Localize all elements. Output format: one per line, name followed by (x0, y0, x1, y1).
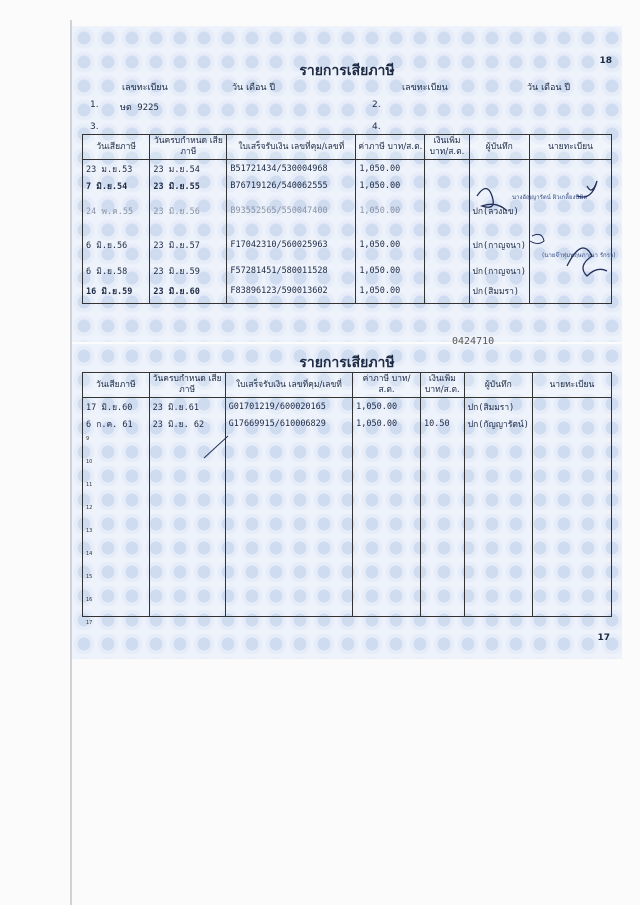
receipt-number (225, 455, 352, 478)
paid-date (83, 593, 150, 617)
recorder (464, 524, 532, 547)
tax-amount (353, 547, 421, 570)
row-number: 14 (86, 551, 93, 557)
extra-amount (420, 593, 464, 617)
reg-label-right: เลขทะเบียน (402, 83, 448, 93)
recorder (464, 547, 532, 570)
receipt-number: F83896123/590013602 (227, 279, 356, 304)
due-date: 23 มิ.ย.61 (149, 398, 225, 416)
recorder (464, 455, 532, 478)
table-row (83, 432, 612, 455)
paid-date: 6 มิ.ย.58 (83, 262, 150, 279)
extra-amount (420, 524, 464, 547)
recorder (464, 501, 532, 524)
extra-amount (425, 228, 469, 262)
col-recorder: ผู้บันทึก (469, 135, 530, 160)
tax-amount (353, 524, 421, 547)
tax-amount: 1,050.00 (353, 415, 421, 432)
receipt-number (225, 524, 352, 547)
tax-amount (353, 455, 421, 478)
extra-amount (420, 455, 464, 478)
col-paid-date: วันเสียภาษี (83, 373, 150, 398)
recorder: ปก(กัญญารัตน์) (464, 415, 532, 432)
due-date: 23 มิ.ย.55 (150, 177, 227, 194)
registrar (532, 570, 611, 593)
paid-date (83, 524, 150, 547)
paid-date: 16 มิ.ย.59 (83, 279, 150, 304)
extra-amount (420, 501, 464, 524)
recorder: ปก(ลวงแข) (469, 194, 530, 228)
col-tax: ค่าภาษี บาท/ส.ต. (353, 373, 421, 398)
recorder (464, 478, 532, 501)
recorder: ปก(สิมมรา) (469, 279, 530, 304)
handwritten-signatures (467, 176, 617, 286)
due-date: 23 มิ.ย.59 (150, 262, 227, 279)
tax-amount: 1,050.00 (356, 228, 425, 262)
reg-item-1-value: ษต 9225 (120, 103, 159, 113)
registrar (530, 160, 612, 178)
sheet-title: รายการเสียภาษี (299, 355, 395, 371)
reg-label-left: เลขทะเบียน (122, 83, 168, 93)
registrar (532, 593, 611, 617)
pen-stroke (202, 432, 232, 462)
receipt-number: B51721434/530004968 (227, 160, 356, 178)
col-due-date: วันครบกำหนด เสียภาษี (150, 135, 227, 160)
due-date (149, 593, 225, 617)
tax-amount (353, 570, 421, 593)
recorder (464, 432, 532, 455)
due-date: 23 ม.ย.54 (150, 160, 227, 178)
tax-amount: 1,050.00 (356, 279, 425, 304)
recorder (464, 593, 532, 617)
row-number: 13 (86, 528, 93, 534)
row-number: 17 (86, 620, 93, 626)
table-header (83, 373, 612, 398)
page-number: 18 (599, 56, 612, 66)
recorder (464, 570, 532, 593)
extra-amount (420, 547, 464, 570)
paid-date (83, 570, 150, 593)
paid-date: 17 มิ.ย.60 (83, 398, 150, 416)
page-number: 17 (597, 633, 610, 643)
receipt-number: F57281451/580011528 (227, 262, 356, 279)
row-number: 11 (86, 482, 93, 488)
receipt-number (225, 478, 352, 501)
registrar (532, 455, 611, 478)
table-row (83, 478, 612, 501)
receipt-number (225, 593, 352, 617)
col-registrar: นายทะเบียน (530, 135, 612, 160)
paid-date: 23 ม.ย.53 (83, 160, 150, 178)
due-date: 23 มิ.ย.60 (150, 279, 227, 304)
extra-amount (425, 177, 469, 194)
due-date (149, 478, 225, 501)
registrar (532, 478, 611, 501)
row-number: 16 (86, 597, 93, 603)
extra-amount: 10.50 (420, 415, 464, 432)
paid-date: 24 พ.ค.55 (83, 194, 150, 228)
receipt-number: G01701219/600020165 (225, 398, 352, 416)
registrar (532, 547, 611, 570)
table-row (83, 593, 612, 617)
document-code: 0424710 (452, 336, 495, 347)
row-number: 10 (86, 459, 93, 465)
reg-item-3-number: 3. (90, 122, 99, 132)
date-label-left: วัน เดือน ปี (232, 83, 276, 93)
table-row (83, 160, 612, 178)
col-receipt: ใบเสร็จรับเงิน เลขที่คุม/เลขที่ (227, 135, 356, 160)
row-number: 12 (86, 505, 93, 511)
table-row (83, 547, 612, 570)
receipt-number: B76719126/540062555 (227, 177, 356, 194)
recorder (469, 160, 530, 178)
tax-amount (353, 478, 421, 501)
paid-date (83, 478, 150, 501)
col-extra: เงินเพิ่ม บาท/ส.ต. (425, 135, 469, 160)
paid-date: 7 มิ.ย.54 (83, 177, 150, 194)
registrar (532, 501, 611, 524)
receipt-number (225, 570, 352, 593)
row-number: 15 (86, 574, 93, 580)
tax-amount: 1,050.00 (356, 160, 425, 178)
due-date (149, 570, 225, 593)
stamp-text-2: (นายจ๊าทุ่มพฤษภาณา รักรา) (542, 252, 616, 259)
due-date: 23 มิ.ย.57 (150, 228, 227, 262)
col-registrar: นายทะเบียน (532, 373, 611, 398)
tax-amount: 1,050.00 (356, 262, 425, 279)
tax-amount: 1,050.00 (356, 194, 425, 228)
table-header (83, 135, 612, 160)
table-row (83, 524, 612, 547)
col-receipt: ใบเสร็จรับเงิน เลขที่คุม/เลขที่ (225, 373, 352, 398)
extra-amount (425, 279, 469, 304)
registrar (532, 432, 611, 455)
tax-amount (353, 432, 421, 455)
tax-amount: 1,050.00 (353, 398, 421, 416)
reg-item-1-number: 1. (90, 100, 99, 110)
receipt-number: F17042310/560025963 (227, 228, 356, 262)
recorder: ปก(สิมมรา) (464, 398, 532, 416)
extra-amount (420, 432, 464, 455)
paid-date (83, 501, 150, 524)
due-date: 23 มิ.ย.56 (150, 194, 227, 228)
recorder: ปก(กาญจนา) (469, 262, 530, 279)
date-label-right: วัน เดือน ปี (527, 83, 571, 93)
paid-date (83, 455, 150, 478)
registrar (532, 524, 611, 547)
tax-table-2 (82, 372, 612, 617)
stamp-text: นางอัญญารัตน์ ผิวเกลี้ยงนิมิต (512, 194, 588, 201)
extra-amount (420, 570, 464, 593)
table-row (83, 570, 612, 593)
tax-amount (353, 501, 421, 524)
col-recorder: ผู้บันทึก (464, 373, 532, 398)
due-date (149, 501, 225, 524)
due-date (149, 547, 225, 570)
receipt-number: G17669915/610006829 (225, 415, 352, 432)
reg-item-4-number: 4. (372, 122, 381, 132)
tax-record-sheet-17 (72, 336, 622, 659)
table-row (83, 398, 612, 416)
table-row (83, 455, 612, 478)
col-extra: เงินเพิ่ม บาท/ส.ต. (420, 373, 464, 398)
due-date: 23 มิ.ย. 62 (149, 415, 225, 432)
col-due-date: วันครบกำหนด เสียภาษี (149, 373, 225, 398)
tax-amount: 1,050.00 (356, 177, 425, 194)
extra-amount (425, 160, 469, 178)
receipt-number (225, 432, 352, 455)
receipt-number: B93552565/550047400 (227, 194, 356, 228)
tax-record-sheet-18 (72, 26, 622, 342)
registrar (532, 398, 611, 416)
due-date (149, 524, 225, 547)
table-row (83, 501, 612, 524)
paid-date: 6 ก.ค. 61 (83, 415, 150, 432)
extra-amount (425, 194, 469, 228)
col-tax: ค่าภาษี บาท/ส.ต. (356, 135, 425, 160)
receipt-number (225, 547, 352, 570)
table-row (83, 415, 612, 432)
extra-amount (420, 398, 464, 416)
tax-amount (353, 593, 421, 617)
row-number: 9 (86, 436, 90, 442)
sheet-title: รายการเสียภาษี (299, 63, 395, 79)
paid-date: 6 มิ.ย.56 (83, 228, 150, 262)
extra-amount (425, 262, 469, 279)
recorder: ปก(กาญจนา) (469, 228, 530, 262)
receipt-number (225, 501, 352, 524)
extra-amount (420, 478, 464, 501)
reg-item-2-number: 2. (372, 100, 381, 110)
paid-date (83, 547, 150, 570)
paid-date (83, 432, 150, 455)
col-paid-date: วันเสียภาษี (83, 135, 150, 160)
registrar (532, 415, 611, 432)
